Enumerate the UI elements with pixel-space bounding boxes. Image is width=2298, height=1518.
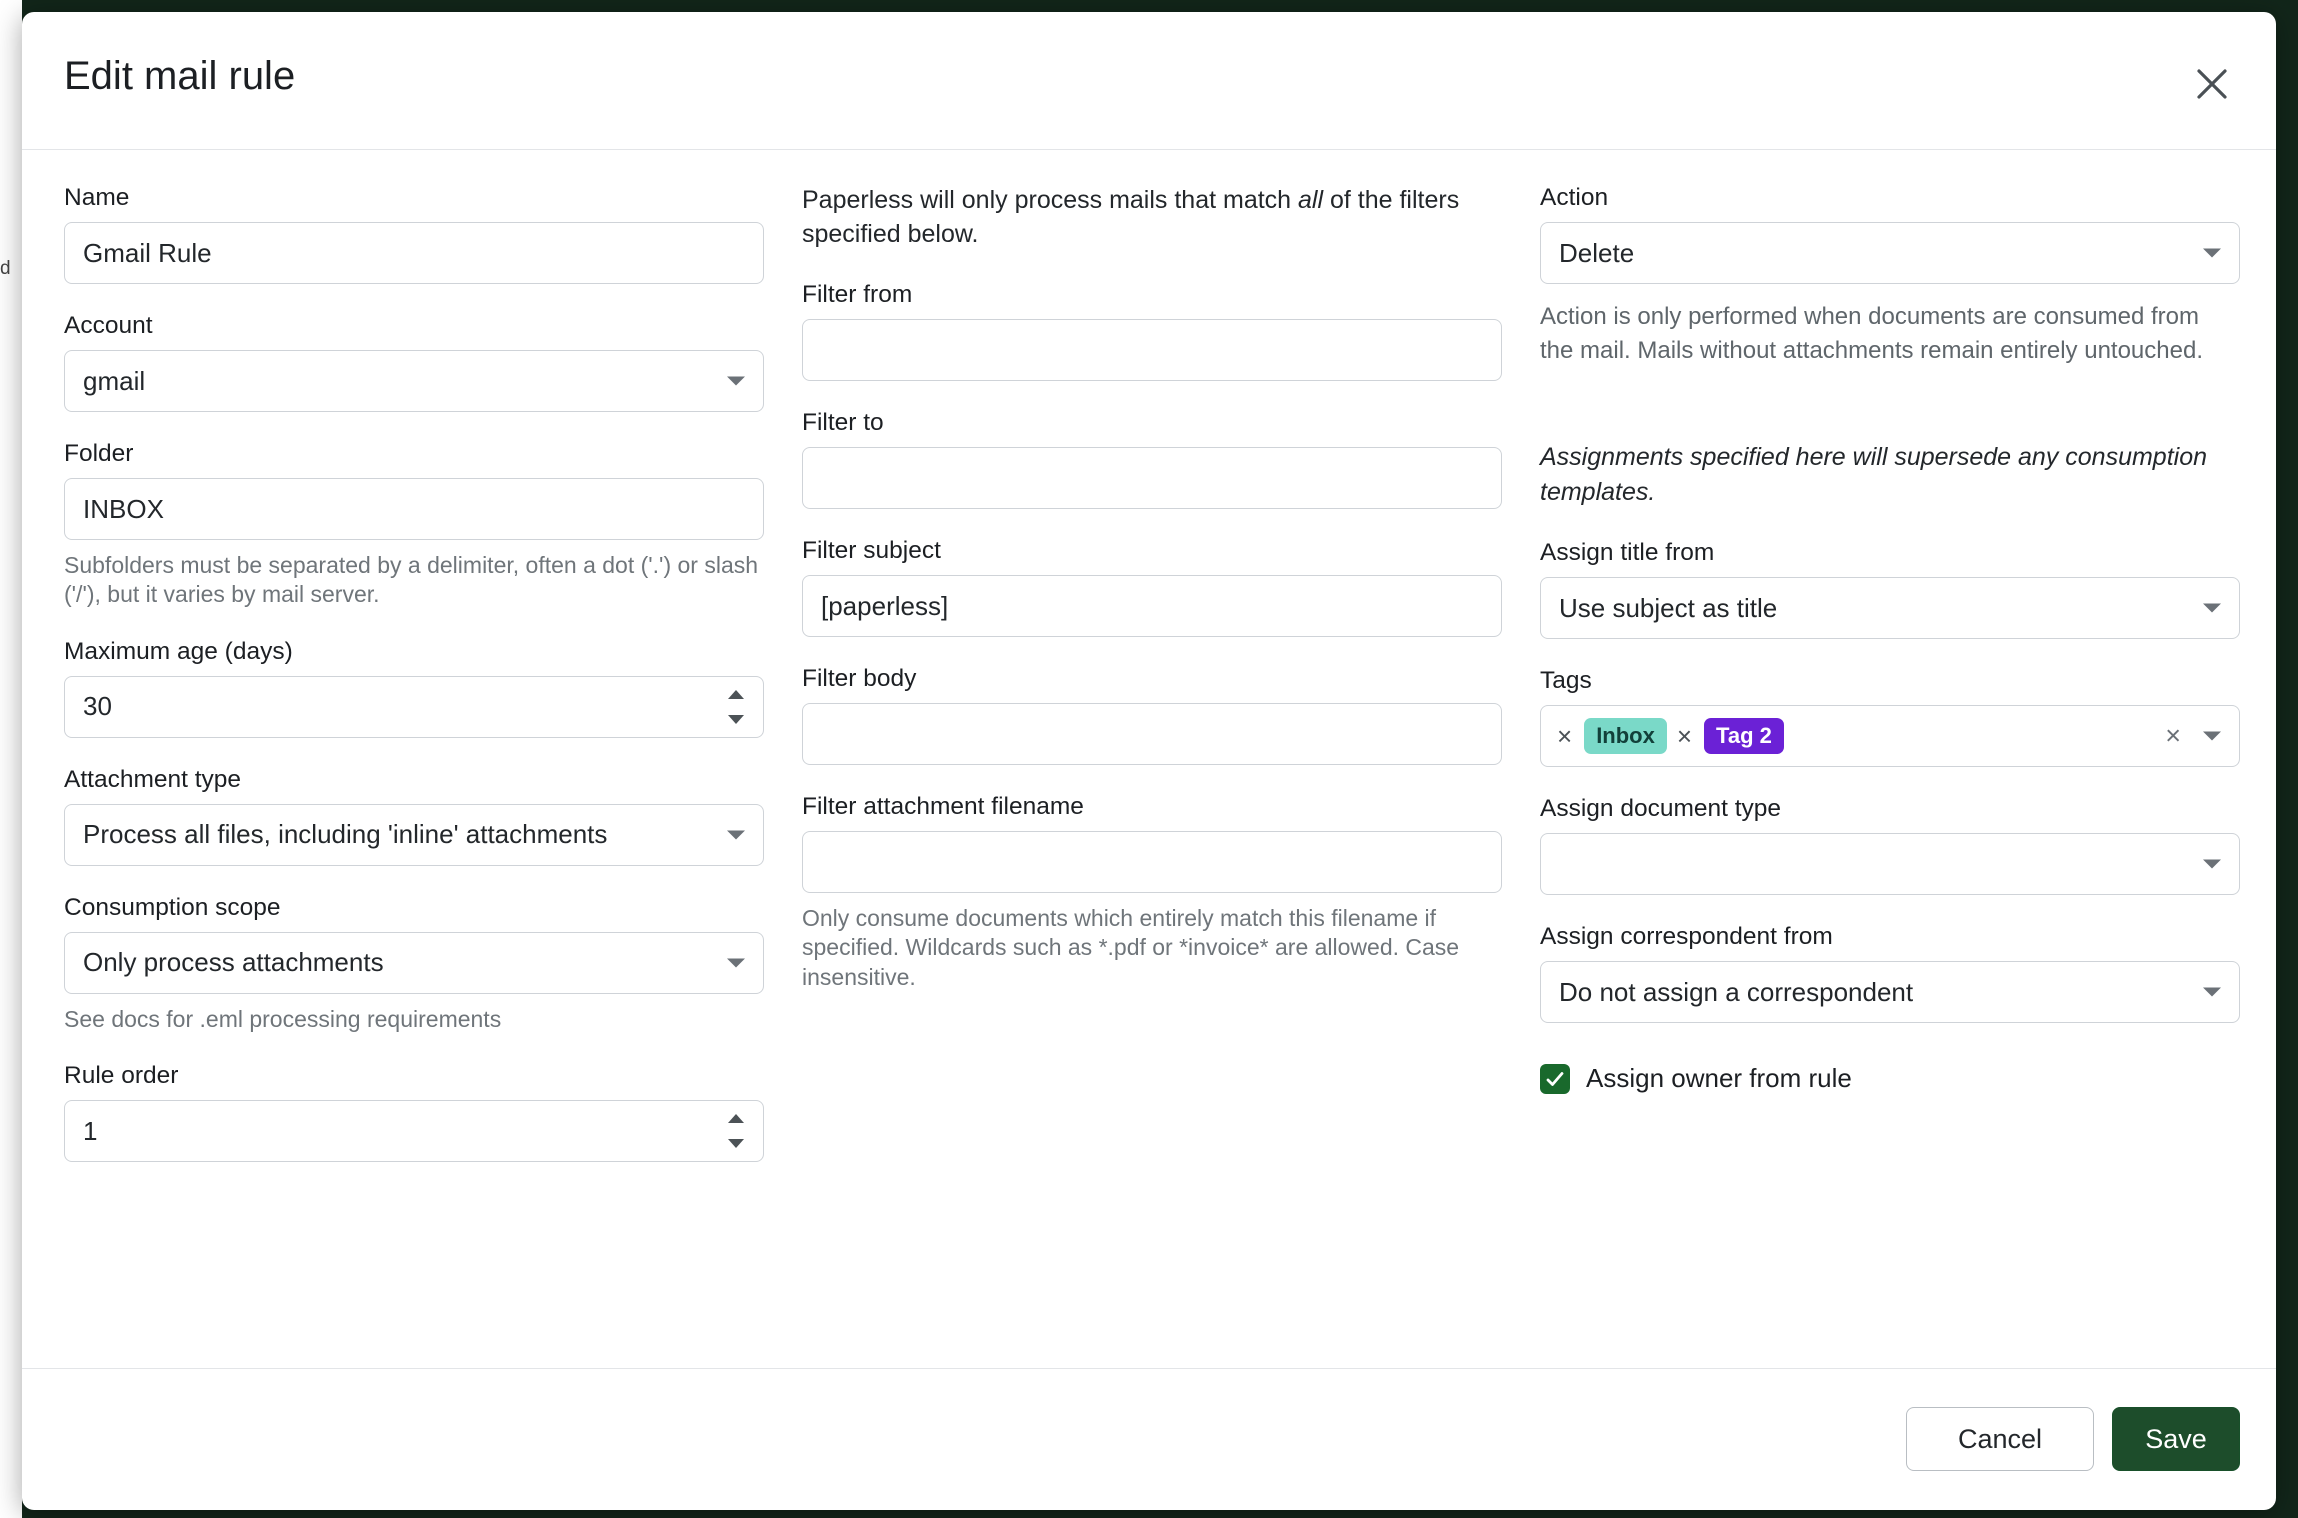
chevron-down-icon	[2203, 732, 2221, 741]
stepper-down-icon[interactable]	[728, 715, 744, 724]
filter-body-input[interactable]	[802, 703, 1502, 765]
folder-hint: Subfolders must be separated by a delimiter, often a dot ('.') or slash ('/'), but it varies by mail server.	[64, 552, 759, 608]
action-label: Action	[1540, 184, 1609, 211]
filter-attachment-hint: Only consume documents which entirely match this filename if specified. Wildcards such as *.pdf or *invoice* are allowed. Case insensitive.	[802, 905, 1460, 990]
name-input[interactable]: Gmail Rule	[64, 222, 764, 284]
field-filter-body	[802, 665, 1502, 765]
account-value: gmail	[83, 365, 146, 396]
field-filter-to	[802, 409, 1502, 509]
stepper-up-icon[interactable]	[728, 690, 744, 699]
column-general	[64, 184, 764, 1190]
tag-pill-label: Inbox	[1584, 718, 1667, 754]
field-name	[64, 184, 764, 284]
save-button[interactable]: Save	[2112, 1407, 2240, 1471]
name-label: Name	[64, 184, 130, 211]
filter-body-label: Filter body	[802, 665, 917, 692]
assign-title-select[interactable]	[1540, 577, 2240, 639]
action-value: Delete	[1559, 237, 1635, 268]
check-icon	[1545, 1069, 1565, 1089]
rule-order-value: 1	[83, 1115, 98, 1146]
filter-subject-label: Filter subject	[802, 537, 941, 564]
account-label: Account	[64, 312, 153, 339]
chevron-down-icon	[2203, 604, 2221, 613]
chevron-down-icon	[2203, 249, 2221, 258]
field-consumption-scope	[64, 894, 764, 1034]
tag-chip	[1553, 718, 1667, 754]
background-page-text: d	[0, 258, 11, 279]
remove-tag-icon[interactable]: ×	[1676, 721, 1693, 752]
assign-document-type-select[interactable]	[1540, 833, 2240, 895]
assign-title-label: Assign title from	[1540, 539, 1715, 567]
filter-subject-input[interactable]: [paperless]	[802, 575, 1502, 637]
close-icon[interactable]	[2188, 60, 2236, 108]
max-age-input[interactable]	[64, 676, 764, 738]
tag-pill-label: Tag 2	[1704, 718, 1784, 754]
chevron-down-icon	[727, 958, 745, 967]
account-select[interactable]	[64, 350, 764, 412]
clear-all-icon[interactable]: ×	[2165, 720, 2181, 751]
filter-to-input[interactable]	[802, 447, 1502, 509]
chevron-down-icon	[727, 377, 745, 386]
cancel-button[interactable]: Cancel	[1906, 1407, 2094, 1471]
field-attachment-type	[64, 766, 764, 866]
filter-to-label: Filter to	[802, 409, 884, 436]
consumption-scope-hint: See docs for .eml processing requirements	[64, 1005, 502, 1032]
field-action	[1540, 184, 2240, 368]
field-assign-document-type	[1540, 795, 2240, 895]
action-hint: Action is only performed when documents are consumed from the mail. Mails without attachments remain entirely untouched.	[1540, 303, 2203, 365]
chevron-down-icon	[2203, 988, 2221, 997]
field-assign-correspondent	[1540, 923, 2240, 1023]
assign-owner-checkbox[interactable]	[1540, 1064, 1570, 1094]
field-max-age	[64, 638, 764, 738]
rule-order-input[interactable]	[64, 1100, 764, 1162]
page-title: Edit mail rule	[64, 54, 296, 98]
max-age-label: Maximum age (days)	[64, 637, 293, 665]
assign-correspondent-value: Do not assign a correspondent	[1559, 976, 1914, 1007]
assignments-note: Assignments specified here will supersede any consumption templates.	[1540, 443, 2208, 506]
assign-correspondent-select[interactable]	[1540, 961, 2240, 1023]
attachment-type-select[interactable]	[64, 804, 764, 866]
assign-owner-label: Assign owner from rule	[1586, 1063, 1852, 1094]
action-select[interactable]	[1540, 222, 2240, 284]
tags-label: Tags	[1540, 667, 1592, 695]
edit-mail-rule-dialog	[22, 12, 2276, 1510]
rule-order-label: Rule order	[64, 1062, 179, 1090]
consumption-scope-select[interactable]	[64, 932, 764, 994]
chevron-down-icon	[2203, 860, 2221, 869]
dialog-body	[22, 150, 2276, 1368]
consumption-scope-label: Consumption scope	[64, 893, 281, 921]
field-rule-order	[64, 1062, 764, 1162]
field-filter-attachment-filename	[802, 793, 1502, 992]
field-assign-owner[interactable]	[1540, 1063, 2240, 1094]
stepper-up-icon[interactable]	[728, 1114, 744, 1123]
column-actions	[1540, 184, 2240, 1094]
column-filters	[802, 184, 1502, 1020]
assign-correspondent-label: Assign correspondent from	[1540, 923, 1833, 951]
filters-intro-pre: Paperless will only process mails that match	[802, 186, 1299, 214]
assign-title-value: Use subject as title	[1559, 592, 1778, 623]
filters-intro-post: of the filters specified below.	[802, 186, 1460, 248]
background-page-sliver	[0, 0, 22, 1518]
stepper-down-icon[interactable]	[728, 1139, 744, 1148]
field-account	[64, 312, 764, 412]
field-tags	[1540, 667, 2240, 767]
field-filter-from	[802, 281, 1502, 381]
field-filter-subject	[802, 537, 1502, 637]
assign-document-type-label: Assign document type	[1540, 795, 1782, 823]
consumption-scope-value: Only process attachments	[83, 947, 384, 978]
remove-tag-icon[interactable]: ×	[1557, 721, 1573, 752]
dialog-footer	[22, 1368, 2276, 1510]
chevron-down-icon	[727, 830, 745, 839]
attachment-type-label: Attachment type	[64, 765, 242, 793]
field-assign-title	[1540, 539, 2240, 639]
max-age-value: 30	[83, 691, 112, 722]
attachment-type-value: Process all files, including 'inline' attachments	[83, 819, 608, 850]
filters-intro-emphasis: all	[1298, 186, 1324, 214]
tag-chip	[1673, 718, 1784, 754]
filter-attachment-filename-input[interactable]	[802, 831, 1502, 893]
field-folder	[64, 440, 764, 610]
tags-input[interactable]	[1540, 705, 2240, 767]
filters-intro	[802, 184, 1492, 251]
filter-from-label: Filter from	[802, 281, 913, 308]
max-age-stepper[interactable]	[725, 690, 747, 724]
rule-order-stepper[interactable]	[725, 1114, 747, 1148]
filter-attachment-filename-label: Filter attachment filename	[802, 793, 1084, 820]
folder-input[interactable]: INBOX	[64, 478, 764, 540]
folder-label: Folder	[64, 440, 134, 467]
dialog-header	[22, 12, 2276, 150]
filter-from-input[interactable]	[802, 319, 1502, 381]
